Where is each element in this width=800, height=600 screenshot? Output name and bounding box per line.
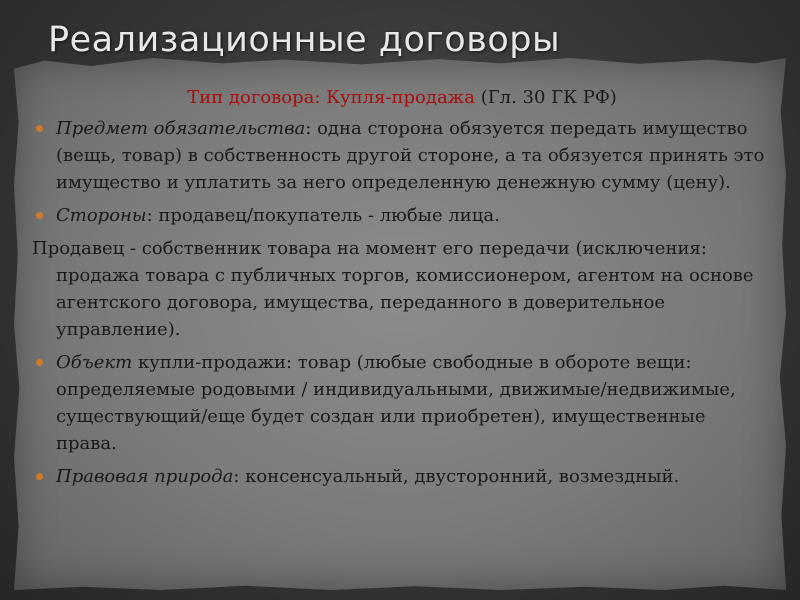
contract-type-label: Тип договора: Купля-продажа (187, 87, 475, 108)
bullet-text: : продавец/покупатель - любые лица. (146, 205, 500, 226)
bullet-text: : одна сторона обязуется передать имущество (вещь, товар) в собственность другой стороне, а та обязуется принять это имущество и уплатить за него определенную денежную сумму (цену). (56, 118, 765, 193)
slide-content (32, 84, 772, 496)
bullet-parties (32, 202, 772, 229)
seller-paragraph: Продавец - собственник товара на момент его передачи (исключения: продажа товара с публичных торгов, комиссионером, агентом на основе агентского договора, имущества, переданного в доверительное управление). (32, 238, 754, 340)
slide-title: Реализационные договоры (48, 20, 561, 60)
bullet-term: Предмет обязательства (56, 118, 306, 139)
bullet-term: Стороны (56, 205, 147, 226)
bullet-dot-icon (36, 473, 43, 480)
contract-type-reference: (Гл. 30 ГК РФ) (474, 87, 617, 108)
bullet-term: Правовая природа (56, 466, 234, 487)
bullet-term: Объект (56, 352, 133, 373)
bullet-dot-icon (36, 359, 43, 366)
bullet-legal-nature (32, 463, 772, 490)
bullet-dot-icon (36, 212, 43, 219)
bullet-object (32, 349, 772, 457)
bullet-text: : консенсуальный, двусторонний, возмездный. (233, 466, 680, 487)
bullet-text: купли-продажи: товар (любые свободные в обороте вещи: определяемые родовыми / индивидуальными, движимые/недвижимые, существующий/еще будет создан или приобретен), имущественные права. (56, 352, 736, 454)
contract-type-heading (32, 84, 772, 111)
bullet-dot-icon (36, 125, 43, 132)
bullet-subject (32, 115, 772, 196)
